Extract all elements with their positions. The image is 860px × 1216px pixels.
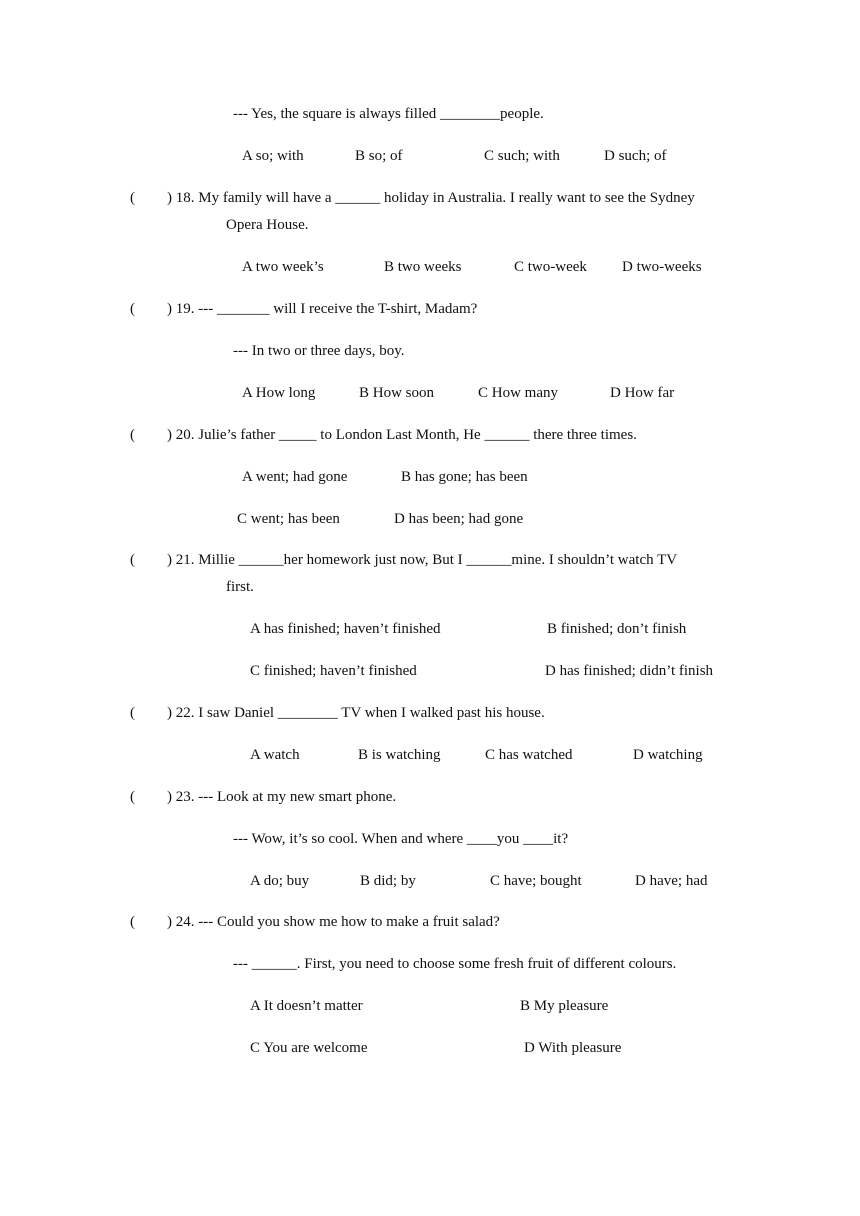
q20-option-c: C went; has been (237, 511, 340, 527)
q20-option-b: B has gone; has been (401, 469, 528, 485)
q17-option-c: C such; with (484, 148, 560, 164)
q22-option-a: A watch (250, 747, 300, 763)
q19-option-a: A How long (242, 385, 316, 401)
q20-option-a: A went; had gone (242, 469, 348, 485)
q17-answer-line: --- Yes, the square is always filled ________people. (233, 106, 544, 122)
q21-answer-bracket: ( (130, 552, 135, 568)
q19-option-c: C How many (478, 385, 558, 401)
q21-option-b: B finished; don’t finish (547, 621, 687, 637)
q24-option-d: D With pleasure (524, 1040, 622, 1056)
q24-answer-bracket: ( (130, 914, 135, 930)
q18-option-c: C two-week (514, 259, 587, 275)
q21-option-c: C finished; haven’t finished (250, 663, 417, 679)
q18-answer-bracket: ( (130, 190, 135, 206)
q19-stem: ) 19. --- _______ will I receive the T-shirt, Madam? (167, 301, 478, 317)
q22-stem: ) 22. I saw Daniel ________ TV when I walked past his house. (167, 705, 545, 721)
q22-option-c: C has watched (485, 747, 573, 763)
q24-stem: ) 24. --- Could you show me how to make a fruit salad? (167, 914, 500, 930)
q20-option-d: D has been; had gone (394, 511, 524, 527)
q21-stem-continued: first. (226, 579, 254, 595)
q24-option-a: A It doesn’t matter (250, 998, 363, 1014)
q18-stem: ) 18. My family will have a ______ holiday in Australia. I really want to see the Sydney (167, 190, 695, 206)
q18-option-a: A two week’s (242, 259, 324, 275)
q21-stem: ) 21. Millie ______her homework just now, But I ______mine. I shouldn’t watch TV (167, 552, 678, 568)
q17-option-d: D such; of (604, 148, 667, 164)
q24-reply: --- ______. First, you need to choose some fresh fruit of different colours. (233, 956, 677, 972)
q23-stem: ) 23. --- Look at my new smart phone. (167, 789, 397, 805)
q23-option-b: B did; by (360, 873, 416, 889)
q18-option-d: D two-weeks (622, 259, 702, 275)
q24-option-b: B My pleasure (520, 998, 609, 1014)
q18-stem-continued: Opera House. (226, 217, 309, 233)
q23-option-a: A do; buy (250, 873, 310, 889)
q20-stem: ) 20. Julie’s father _____ to London Last Month, He ______ there three times. (167, 427, 637, 443)
q23-option-d: D have; had (635, 873, 708, 889)
q21-option-d: D has finished; didn’t finish (545, 663, 714, 679)
q22-answer-bracket: ( (130, 705, 135, 721)
q19-reply: --- In two or three days, boy. (233, 343, 405, 359)
q23-answer-bracket: ( (130, 789, 135, 805)
q22-option-d: D watching (633, 747, 703, 763)
q19-option-d: D How far (610, 385, 675, 401)
q21-option-a: A has finished; haven’t finished (250, 621, 441, 637)
q19-option-b: B How soon (359, 385, 435, 401)
q19-answer-bracket: ( (130, 301, 135, 317)
q17-option-a: A so; with (242, 148, 304, 164)
q23-reply: --- Wow, it’s so cool. When and where ____you ____it? (233, 831, 569, 847)
q24-option-c: C You are welcome (250, 1040, 368, 1056)
q17-option-b: B so; of (355, 148, 403, 164)
q22-option-b: B is watching (358, 747, 441, 763)
q23-option-c: C have; bought (490, 873, 582, 889)
q18-option-b: B two weeks (384, 259, 462, 275)
q20-answer-bracket: ( (130, 427, 135, 443)
